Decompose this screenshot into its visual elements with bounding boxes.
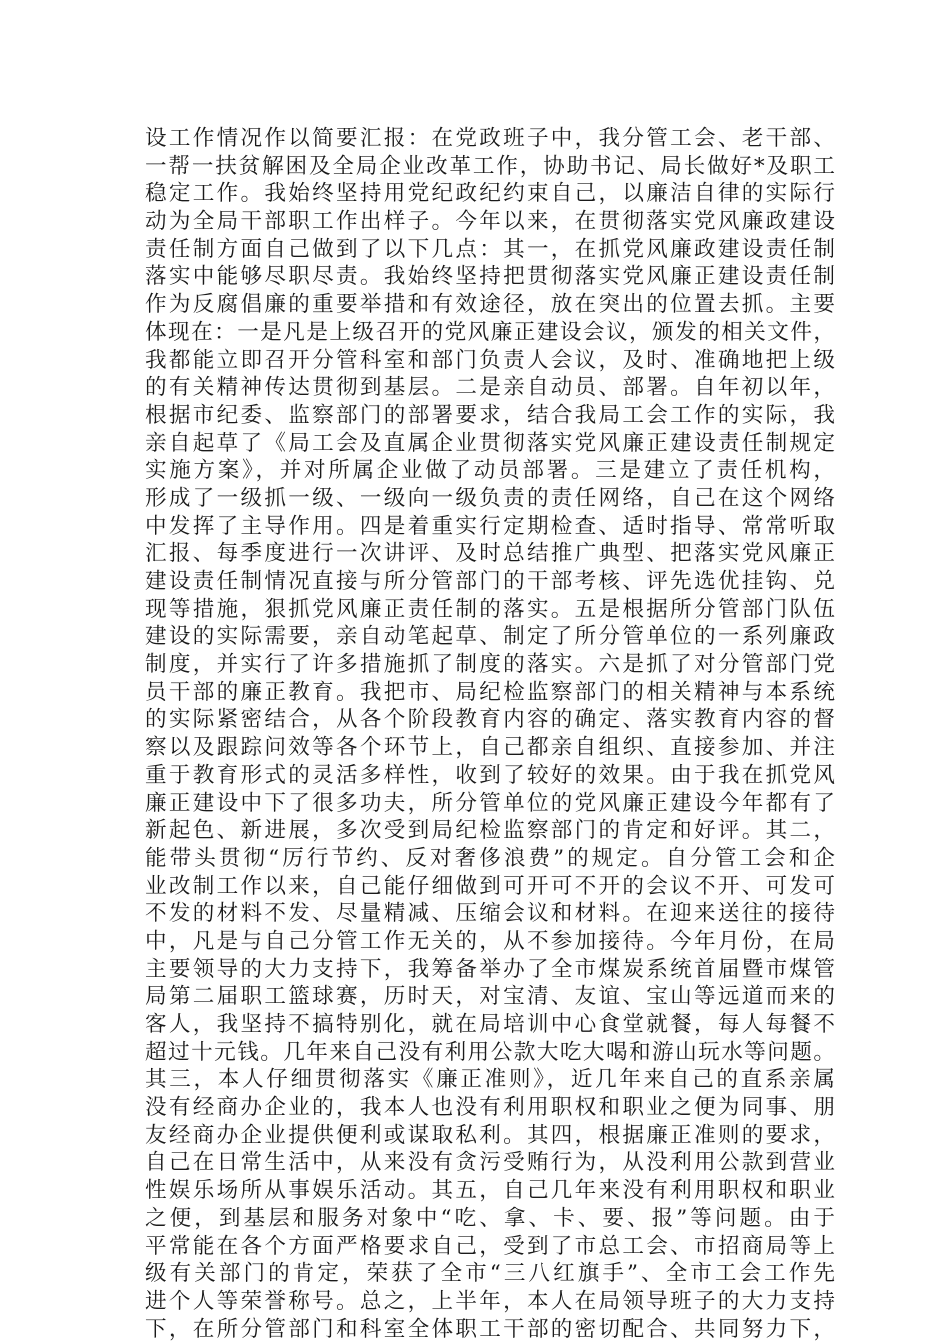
text-line: 中发挥了主导作用。四是着重实行定期检查、适时指导、常常听取 (145, 513, 835, 539)
text-line: 业改制工作以来，自己能仔细做到可开可不开的会议不开、可发可 (145, 873, 835, 899)
text-line: 新起色、新进展，多次受到局纪检监察部门的肯定和好评。其二， (145, 818, 835, 844)
text-line: 落实中能够尽职尽责。我始终坚持把贯彻落实党风廉正建设责任制 (145, 264, 835, 290)
text-line: 一帮一扶贫解困及全局企业改革工作，协助书记、局长做好*及职工 (145, 153, 835, 179)
text-line: 汇报、每季度进行一次讲评、及时总结推广典型、把落实党风廉正 (145, 541, 835, 567)
text-line: 的实际紧密结合，从各个阶段教育内容的确定、落实教育内容的督 (145, 707, 835, 733)
text-line: 局第二届职工篮球赛，历时天，对宝清、友谊、宝山等远道而来的 (145, 984, 835, 1010)
text-line: 体现在：一是凡是上级召开的党风廉正建设会议，颁发的相关文件， (145, 319, 835, 345)
text-line: 亲自起草了《局工会及直属企业贯彻落实党风廉正建设责任制规定 (145, 430, 835, 456)
body-text (145, 125, 835, 1343)
text-line: 廉正建设中下了很多功夫，所分管单位的党风廉正建设今年都有了 (145, 790, 835, 816)
text-line: 建设的实际需要，亲自动笔起草、制定了所分管单位的一系列廉政 (145, 624, 835, 650)
text-line: 设工作情况作以简要汇报：在党政班子中，我分管工会、老干部、 (145, 126, 835, 151)
text-line: 根据市纪委、监察部门的部署要求，结合我局工会工作的实际，我 (145, 402, 835, 428)
text-line: 现等措施，狠抓党风廉正责任制的落实。五是根据所分管部门队伍 (145, 596, 835, 622)
text-line: 不发的材料不发、尽量精减、压缩会议和材料。在迎来送往的接待 (145, 901, 835, 927)
text-line: 平常能在各个方面严格要求自己，受到了市总工会、市招商局等上 (145, 1233, 835, 1259)
text-line: 进个人等荣誉称号。总之，上半年，本人在局领导班子的大力支持 (145, 1288, 835, 1314)
text-line: 员干部的廉正教育。我把市、局纪检监察部门的相关精神与本系统 (145, 679, 835, 705)
text-line: 察以及跟踪问效等各个环节上，自己都亲自组织、直接参加、并注 (145, 735, 835, 761)
text-line: 能带头贯彻“厉行节约、反对奢侈浪费”的规定。自分管工会和企 (145, 845, 835, 871)
text-line: 形成了一级抓一级、一级向一级负责的责任网络，自己在这个网络 (145, 485, 835, 511)
text-line: 性娱乐场所从事娱乐活动。其五，自己几年来没有利用职权和职业 (145, 1178, 835, 1204)
text-line: 重于教育形式的灵活多样性，收到了较好的效果。由于我在抓党风 (145, 762, 835, 788)
text-line: 超过十元钱。几年来自己没有利用公款大吃大喝和游山玩水等问题。 (145, 1039, 835, 1065)
text-line: 没有经商办企业的，我本人也没有利用职权和职业之便为同事、朋 (145, 1095, 835, 1121)
text-line: 中，凡是与自己分管工作无关的，从不参加接待。今年月份，在局 (145, 928, 835, 954)
text-line: 级有关部门的肯定，荣获了全市“三八红旗手”、全市工会工作先 (145, 1261, 835, 1287)
text-line: 我都能立即召开分管科室和部门负责人会议，及时、准确地把上级 (145, 347, 835, 373)
text-line: 作为反腐倡廉的重要举措和有效途径，放在突出的位置去抓。主要 (145, 292, 835, 318)
text-line: 的有关精神传达贯彻到基层。二是亲自动员、部署。自年初以年， (145, 375, 835, 401)
text-line: 动为全局干部职工作出样子。今年以来，在贯彻落实党风廉政建设 (145, 209, 835, 235)
text-line: 自己在日常生活中，从来没有贪污受贿行为，从没利用公款到营业 (145, 1150, 835, 1176)
text-line: 其三，本人仔细贯彻落实《廉正准则》，近几年来自己的直系亲属 (145, 1067, 835, 1093)
text-line: 下，在所分管部门和科室全体职工干部的密切配合、共同努力下， (145, 1316, 835, 1342)
text-line: 友经商办企业提供便利或谋取私利。其四，根据廉正准则的要求， (145, 1122, 835, 1148)
text-line: 稳定工作。我始终坚持用党纪政纪约束自己，以廉洁自律的实际行 (145, 181, 835, 207)
text-line: 实施方案》，并对所属企业做了动员部署。三是建立了责任机构， (145, 458, 835, 484)
text-line: 之便，到基层和服务对象中“吃、拿、卡、要、报”等问题。由于 (145, 1205, 835, 1231)
text-line: 主要领导的大力支持下，我筹备举办了全市煤炭系统首届暨市煤管 (145, 956, 835, 982)
text-line: 建设责任制情况直接与所分管部门的干部考核、评先选优挂钩、兑 (145, 569, 835, 594)
text-line: 责任制方面自己做到了以下几点：其一，在抓党风廉政建设责任制 (145, 236, 835, 262)
text-line: 客人，我坚持不搞特别化，就在局培训中心食堂就餐，每人每餐不 (145, 1012, 835, 1037)
text-line: 制度，并实行了许多措施抓了制度的落实。六是抓了对分管部门党 (145, 652, 835, 678)
